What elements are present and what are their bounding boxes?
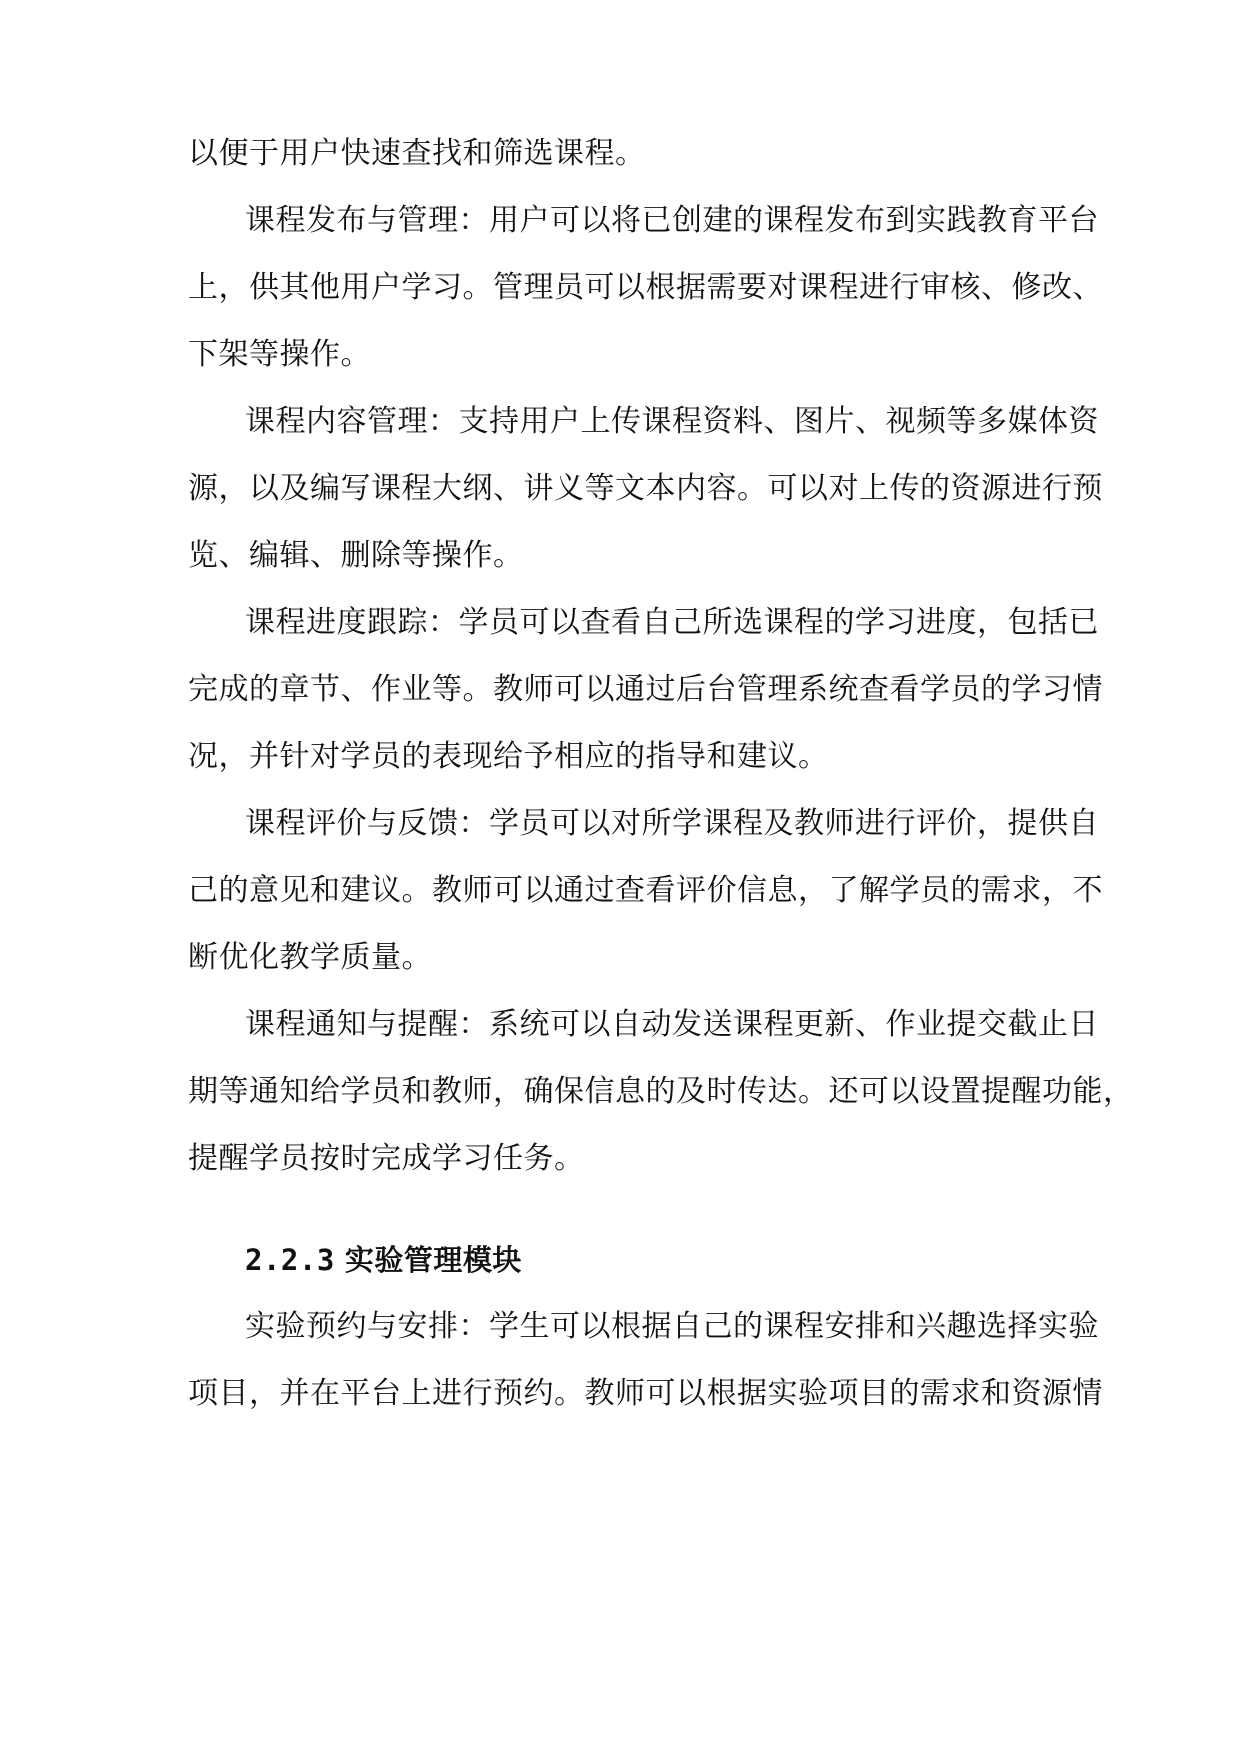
paragraph-course-progress-line-2: 完成的章节、作业等。教师可以通过后台管理系统查看学员的学习情 <box>188 672 1103 707</box>
paragraph-0-line-1: 以便于用户快速查找和筛选课程。 <box>188 136 646 171</box>
section-title: 实验管理模块 <box>344 1243 522 1277</box>
paragraph-course-progress-line-3: 况，并针对学员的表现给予相应的指导和建议。 <box>188 739 829 774</box>
paragraph-course-notice-line-1: 课程通知与提醒：系统可以自动发送课程更新、作业提交截止日 <box>245 1007 1099 1042</box>
paragraph-course-content-line-1: 课程内容管理：支持用户上传课程资料、图片、视频等多媒体资 <box>245 404 1099 439</box>
paragraph-course-notice-line-2: 期等通知给学员和教师，确保信息的及时传达。还可以设置提醒功能， <box>188 1074 1134 1109</box>
section-heading <box>245 1240 522 1280</box>
paragraph-lab-booking-line-1: 实验预约与安排：学生可以根据自己的课程安排和兴趣选择实验 <box>245 1309 1099 1344</box>
paragraph-lab-booking-line-2: 项目，并在平台上进行预约。教师可以根据实验项目的需求和资源情 <box>188 1376 1103 1411</box>
paragraph-course-content-line-2: 源，以及编写课程大纲、讲义等文本内容。可以对上传的资源进行预 <box>188 471 1103 506</box>
paragraph-course-publish-line-1: 课程发布与管理：用户可以将已创建的课程发布到实践教育平台 <box>245 203 1099 238</box>
paragraph-course-progress-line-1: 课程进度跟踪：学员可以查看自己所选课程的学习进度，包括已 <box>245 605 1099 640</box>
paragraph-course-publish-line-3: 下架等操作。 <box>188 337 371 372</box>
paragraph-course-evaluation-line-1: 课程评价与反馈：学员可以对所学课程及教师进行评价，提供自 <box>245 806 1099 841</box>
paragraph-course-evaluation-line-3: 断优化教学质量。 <box>188 940 432 975</box>
paragraph-course-publish-line-2: 上，供其他用户学习。管理员可以根据需要对课程进行审核、修改、 <box>188 270 1103 305</box>
paragraph-course-evaluation-line-2: 己的意见和建议。教师可以通过查看评价信息，了解学员的需求，不 <box>188 873 1103 908</box>
paragraph-course-notice-line-3: 提醒学员按时完成学习任务。 <box>188 1141 585 1176</box>
paragraph-course-content-line-3: 览、编辑、删除等操作。 <box>188 538 524 573</box>
section-number: 2.2.3 <box>245 1243 335 1277</box>
